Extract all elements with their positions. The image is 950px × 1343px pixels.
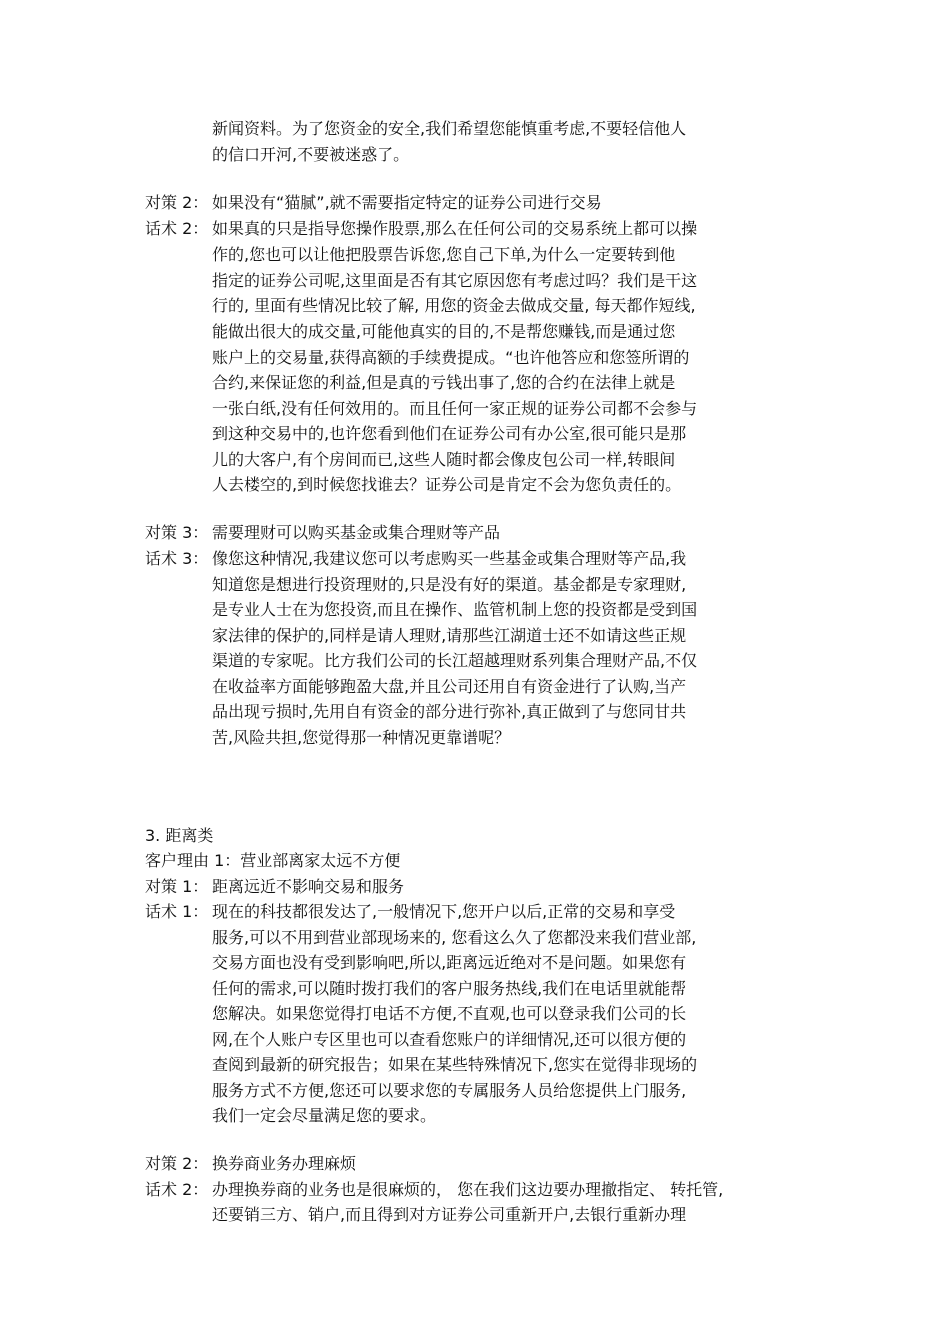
paragraph-line: 品出现亏损时,先用自有资金的部分进行弥补,真正做到了与您同甘共 <box>212 702 687 721</box>
paragraph-line: 知道您是想进行投资理财的,只是没有好的渠道。基金都是专家理财, <box>212 575 687 594</box>
paragraph-line: 是专业人士在为您投资,而且在操作、监管机制上您的投资都是受到国 <box>212 600 698 619</box>
paragraph-line: 还要销三方、销户,而且得到对方证券公司重新开户,去银行重新办理 <box>212 1205 687 1224</box>
paragraph-line: 人去楼空的,到时候您找谁去？证券公司是肯定不会为您负责任的。 <box>212 475 682 494</box>
script-label: 话术 2： <box>145 219 209 238</box>
strategy-text: 换券商业务办理麻烦 <box>212 1154 357 1173</box>
strategy-label: 对策 2： <box>145 1154 209 1173</box>
strategy-label: 对策 2： <box>145 193 209 212</box>
script-label: 话术 2： <box>145 1180 209 1199</box>
paragraph-line: 服务,可以不用到营业部现场来的, 您看这么久了您都没来我们营业部, <box>212 928 697 947</box>
paragraph-line: 办理换券商的业务也是很麻烦的， 您在我们这边要办理撤指定、 转托管, <box>212 1180 724 1199</box>
paragraph-line: 服务方式不方便,您还可以要求您的专属服务人员给您提供上门服务, <box>212 1081 687 1100</box>
paragraph-line: 合约,来保证您的利益,但是真的亏钱出事了,您的合约在法律上就是 <box>212 373 676 392</box>
strategy-label: 对策 1： <box>145 877 209 896</box>
paragraph-line: 苦,风险共担,您觉得那一种情况更靠谱呢？ <box>212 728 511 747</box>
customer-reason: 客户理由 1：营业部离家太远不方便 <box>145 851 401 870</box>
section-heading: 3. 距离类 <box>145 826 214 845</box>
strategy-label: 对策 3： <box>145 523 209 542</box>
paragraph-line: 我们一定会尽量满足您的要求。 <box>212 1106 437 1125</box>
paragraph-line: 行的, 里面有些情况比较了解, 用您的资金去做成交量, 每天都作短线, <box>212 296 696 315</box>
paragraph-line: 能做出很大的成交量,可能他真实的目的,不是帮您赚钱,而是通过您 <box>212 322 676 341</box>
paragraph-line: 新闻资料。为了您资金的安全,我们希望您能慎重考虑,不要轻信他人 <box>212 119 687 138</box>
paragraph-line: 像您这种情况,我建议您可以考虑购买一些基金或集合理财等产品,我 <box>212 549 687 568</box>
paragraph-line: 网,在个人账户专区里也可以查看您账户的详细情况,还可以很方便的 <box>212 1030 687 1049</box>
paragraph-line: 现在的科技都很发达了,一般情况下,您开户以后,正常的交易和享受 <box>212 902 676 921</box>
paragraph-line: 渠道的专家呢。比方我们公司的长江超越理财系列集合理财产品,不仅 <box>212 651 698 670</box>
paragraph-line: 交易方面也没有受到影响吧,所以,距离远近绝对不是问题。如果您有 <box>212 953 687 972</box>
paragraph-line: 您解决。如果您觉得打电话不方便,不直观,也可以登录我们公司的长 <box>212 1004 687 1023</box>
paragraph-line: 查阅到最新的研究报告；如果在某些特殊情况下,您实在觉得非现场的 <box>212 1055 698 1074</box>
strategy-text: 距离远近不影响交易和服务 <box>212 877 405 896</box>
script-label: 话术 1： <box>145 902 209 921</box>
paragraph-line: 的信口开河,不要被迷惑了。 <box>212 145 410 164</box>
paragraph-line: 儿的大客户,有个房间而已,这些人随时都会像皮包公司一样,转眼间 <box>212 450 676 469</box>
paragraph-line: 任何的需求,可以随时拨打我们的客户服务热线,我们在电话里就能帮 <box>212 979 687 998</box>
paragraph-line: 账户上的交易量,获得高额的手续费提成。“也许他答应和您签所谓的 <box>212 348 690 367</box>
paragraph-line: 如果真的只是指导您操作股票,那么在任何公司的交易系统上都可以操 <box>212 219 698 238</box>
paragraph-line: 到这种交易中的,也许您看到他们在证券公司有办公室,很可能只是那 <box>212 424 687 443</box>
paragraph-line: 作的,您也可以让他把股票告诉您,您自己下单,为什么一定要转到他 <box>212 245 676 264</box>
paragraph-line: 指定的证券公司呢,这里面是否有其它原因您有考虑过吗？我们是干这 <box>212 271 698 290</box>
strategy-text: 如果没有“猫腻”,就不需要指定特定的证券公司进行交易 <box>212 193 602 212</box>
paragraph-line: 家法律的保护的,同样是请人理财,请那些江湖道士还不如请这些正规 <box>212 626 687 645</box>
strategy-text: 需要理财可以购买基金或集合理财等产品 <box>212 523 501 542</box>
script-label: 话术 3： <box>145 549 209 568</box>
paragraph-line: 在收益率方面能够跑盈大盘,并且公司还用自有资金进行了认购,当产 <box>212 677 687 696</box>
paragraph-line: 一张白纸,没有任何效用的。而且任何一家正规的证券公司都不会参与 <box>212 399 698 418</box>
